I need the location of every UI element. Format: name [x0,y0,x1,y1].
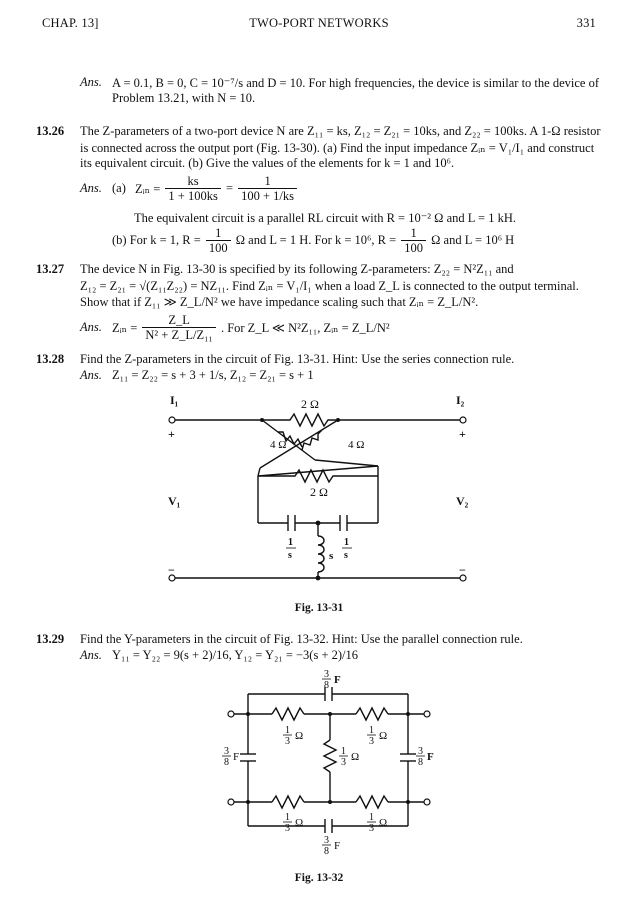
label-c-left-den: 8 [224,757,229,768]
p1326-equivalent: The equivalent circuit is a parallel RL circuit with R = 10⁻² Ω and L = 1 kH. [134,211,517,225]
figure-13-31 [150,388,480,598]
wire [315,460,378,466]
p1326-b-text1: (b) For k = 1, R = [112,233,201,247]
resistor-mid-2ohm [258,470,378,482]
wire [258,466,378,476]
resistor-lower-left [272,796,304,808]
prev-answer-line2: Problem 13.21, with N = 10. [112,91,256,105]
p1326-b-fraction-2 [401,226,426,255]
plus-left: + [168,427,175,441]
p1326-ans-a [112,174,299,203]
resistor-upper-right [356,708,388,720]
junction [328,800,332,804]
p1326-a-label: (a) [112,181,126,195]
label-inductor: s [329,550,334,562]
p1328-ans-label: Ans. [80,368,102,382]
p1329-ans-label: Ans. [80,648,102,662]
p1326-b-text2: Ω and L = 1 H. For k = 10⁶, R = [235,233,397,247]
resistor-lower-right [356,796,388,808]
label-c-bottom-den: 8 [324,846,329,857]
problem-number-13-29: 13.29 [36,632,65,646]
p1327-line1: The device N in Fig. 13-30 is specified by its following Z-parameters: Z₂₂ = N²Z₁₁ and [80,262,514,276]
p1326-b-f1-numerator: 1 [206,226,231,241]
junction [260,418,264,422]
p1328-answer: Z₁₁ = Z₂₂ = s + 3 + 1/s, Z₁₂ = Z₂₁ = s + 1 [112,368,314,382]
p1326-b-f2-numerator: 1 [401,226,426,241]
p1326-line2: is connected across the output port (Fig. 13-30). (a) Find the input impedance Zᵢₙ = V₁/I₁ and construct [80,141,595,155]
label-r-center-unit: Ω [351,751,360,763]
p1326-fraction-1 [165,174,220,203]
p1326-zin: Zᵢₙ = [135,181,161,196]
problem-number-13-27: 13.27 [36,262,65,276]
p1326-b-text3: Ω and L = 10⁶ H [431,233,515,247]
label-V2: V₂ [456,494,469,508]
junction [328,712,332,716]
p1326-b-f2-denominator: 100 [404,241,424,255]
label-c-top-den: 8 [324,680,329,691]
p1327-answer [112,313,390,342]
label-r-lr-num: 1 [369,812,374,823]
label-r-ul-den: 3 [285,736,290,747]
label-r-ul-unit: Ω [295,730,304,742]
p1326-ans-label: Ans. [80,181,102,195]
p1326-f2-numerator: 1 [238,174,297,189]
figure-13-32 [220,668,450,868]
p1329-answer: Y₁₁ = Y₂₂ = 9(s + 2)/16, Y₁₂ = Y₂₁ = −3(s + 2)/16 [112,648,359,662]
junction [406,800,410,804]
p1326-f2-denominator: 100 + 1/ks [241,189,295,203]
label-r-mid: 2 Ω [310,485,328,499]
p1326-eq: = [225,181,233,195]
resistor-top-2ohm [262,414,338,426]
label-I1: I₁ [170,393,179,407]
p1326-b-f1-denominator: 100 [208,241,228,255]
label-c-bottom-unit: F [334,840,341,852]
label-c-top-unit: F [334,674,341,686]
p1327-tail: . For Z_L ≪ N²Z₁₁, Zᵢₙ = Z_L/N² [220,320,390,335]
p1329-line1: Find the Y-parameters in the circuit of Fig. 13-32. Hint: Use the parallel connection rule. [80,632,523,646]
p1327-zin: Zᵢₙ = [112,320,138,335]
junction [316,521,321,526]
label-r-ur-num: 1 [369,725,374,736]
p1326-f1-denominator: 1 + 100ks [168,189,218,203]
label-c-bottom-num: 3 [324,835,329,846]
minus-left: − [168,563,175,577]
junction [246,712,250,716]
label-V1: V₁ [168,494,181,508]
label-r-ll-den: 3 [285,823,290,834]
p1327-ans-label: Ans. [80,320,102,334]
label-I2: I₂ [456,393,465,407]
label-r-lr-den: 3 [369,823,374,834]
resistor-center [324,740,336,772]
label-r-ll-unit: Ω [295,817,304,829]
label-c-right-den: s [344,550,348,561]
junction [336,418,340,422]
label-r-ur-unit: Ω [379,730,388,742]
figure-13-32-caption: Fig. 13-32 [294,872,344,884]
label-c-top-num: 3 [324,669,329,680]
junction [316,576,321,581]
wire [258,468,260,476]
label-r-ur-den: 3 [369,736,374,747]
page-number: 331 [576,16,596,30]
p1327-line3: Show that if Z₁₁ ≫ Z_L/N² we have impedance scaling such that Zᵢₙ = Z_L/N². [80,295,479,309]
label-r-ll-num: 1 [285,812,290,823]
label-c-left-num: 1 [288,537,293,548]
label-c-right-den: 8 [418,757,423,768]
problem-number-13-26: 13.26 [36,124,65,138]
label-r-ul-num: 1 [285,725,290,736]
prev-answer-label: Ans. [80,75,102,89]
figure-13-31-caption: Fig. 13-31 [294,602,344,614]
terminal [424,799,430,805]
resistor-upper-left [272,708,304,720]
label-c-left-num: 3 [224,746,229,757]
p1326-b-fraction-1 [206,226,231,255]
terminal [169,417,175,423]
p1327-numerator: Z_L [142,313,215,328]
p1326-fraction-2 [238,174,297,203]
terminal [228,799,234,805]
terminal [424,711,430,717]
p1326-f1-numerator: ks [165,174,220,189]
label-c-left-den: s [288,550,292,561]
p1327-denominator: N² + Z_L/Z₁₁ [145,328,213,342]
problem-number-13-28: 13.28 [36,352,65,366]
terminal [460,417,466,423]
running-title: TWO-PORT NETWORKS [249,16,389,30]
label-r-lr-unit: Ω [379,817,388,829]
label-c-left-unit: F [233,751,240,763]
p1326-line3: its equivalent circuit. (b) Give the values of the elements for k = 1 and 10⁶. [80,156,455,170]
junction [406,712,410,716]
label-r-top: 2 Ω [301,397,319,411]
p1327-fraction [142,313,215,342]
p1326-ans-b [112,226,514,255]
label-r-right: 4 Ω [348,439,365,451]
junction [246,800,250,804]
label-r-left: 4 Ω [270,439,287,451]
p1327-line2: Z₁₂ = Z₂₁ = √(Z₁₁Z₂₂) = NZ₁₁. Find Zᵢₙ = V₁/I₁ when a load Z_L is connected to the output terminal. [80,279,579,293]
inductor [318,536,324,572]
label-c-right-unit: F [427,751,434,763]
p1326-line1: The Z-parameters of a two-port device N are Z₁₁ = ks, Z₁₂ = Z₂₁ = 10ks, and Z₂₂ = 100ks. A 1-Ω resistor [80,124,601,138]
label-c-right-num: 1 [344,537,349,548]
plus-right: + [459,427,466,441]
terminal [228,711,234,717]
chapter-label: CHAP. 13] [42,16,99,30]
p1328-line1: Find the Z-parameters in the circuit of Fig. 13-31. Hint: Use the series connection rule. [80,352,515,366]
minus-right: − [459,563,466,577]
label-r-center-num: 1 [341,746,346,757]
prev-answer-line1: A = 0.1, B = 0, C = 10⁻⁷/s and D = 10. For high frequencies, the device is similar to the device of [112,76,599,90]
label-c-right-num: 3 [418,746,423,757]
label-r-center-den: 3 [341,757,346,768]
